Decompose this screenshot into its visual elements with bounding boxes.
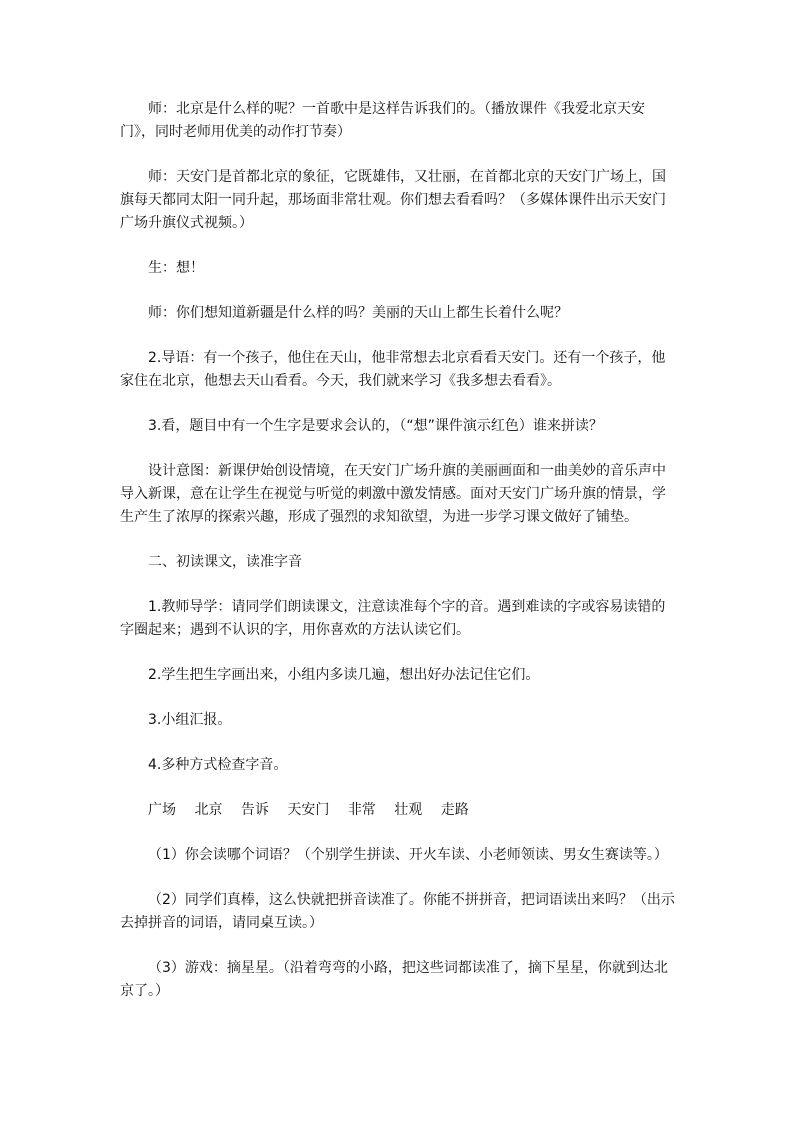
- paragraph-teacher-guide: 1.教师导学：请同学们朗读课文，注意读准每个字的音。遇到难读的字或容易读错的字圈起来；遇到不认识的字，用你喜欢的方法认读它们。: [120, 599, 666, 638]
- paragraph-group-report: 3.小组汇报。: [148, 712, 232, 728]
- paragraph-students-mark: 2.学生把生字画出来，小组内多读几遍，想出好办法记住它们。: [148, 667, 540, 683]
- vocabulary-word: 天安门: [287, 802, 330, 818]
- paragraph-tiananmen: 师：天安门是首都北京的象征，它既雄伟，又壮丽，在首都北京的天安门广场上，国旗每天都同太阳一同升起，那场面非常壮观。你们想去看看吗？（多媒体课件出示天安门广场升旗仪式视频。）: [120, 169, 666, 231]
- paragraph-design-intent: 设计意图：新课伊始创设情境，在天安门广场升旗的美丽画面和一曲美妙的音乐声中导入新课，意在让学生在视觉与听觉的刺激中激发情感。面对天安门广场升旗的情景，学生产生了浓厚的探索兴趣，形成了强烈的求知欲望，为进一步学习课文做好了铺垫。: [120, 463, 666, 525]
- paragraph-xinjiang-question: 师：你们想知道新疆是什么样的吗？美丽的天山上都生长着什么呢？: [148, 305, 568, 321]
- paragraph-student-answer: 生：想！: [148, 260, 204, 276]
- section-heading-first-reading: 二、初读课文，读准字音: [148, 554, 302, 570]
- paragraph-lead-in: 2.导语：有一个孩子，他住在天山，他非常想去北京看看天安门。还有一个孩子，他家住在北京，他想去天山看看。今天，我们就来学习《我多想去看看》。: [120, 350, 666, 389]
- vocabulary-word: 北京: [194, 802, 223, 818]
- vocabulary-word: 告诉: [240, 802, 269, 818]
- paragraph-teacher-intro: 师：北京是什么样的呢？一首歌中是这样告诉我们的。（播放课件《我爱北京天安门》，同时老师用优美的动作打节奏）: [120, 101, 645, 140]
- vocabulary-word: 壮观: [394, 802, 423, 818]
- subitem-read-without-pinyin: （2）同学们真棒，这么快就把拼音读准了。你能不拼拼音，把词语读出来吗？（出示去掉拼音的词语，请同桌互读。）: [120, 892, 675, 931]
- vocabulary-list: [120, 799, 678, 822]
- vocabulary-word: 非常: [347, 802, 376, 818]
- paragraph-check-pronunciation: 4.多种方式检查字音。: [148, 757, 288, 773]
- vocabulary-word: 广场: [148, 802, 176, 818]
- subitem-which-word: （1）你会读哪个词语？（个别学生拼读、开火车读、小老师领读、男女生赛读等。）: [148, 847, 668, 863]
- subitem-game-pick-stars: （3）游戏：摘星星。（沿着弯弯的小路，把这些词都读准了，摘下星星，你就到达北京了。）: [120, 960, 668, 999]
- paragraph-title-character: 3.看，题目中有一个生字是要求会认的，（“想”课件演示红色）谁来拼读？: [148, 418, 603, 434]
- vocabulary-word: 走路: [440, 802, 469, 818]
